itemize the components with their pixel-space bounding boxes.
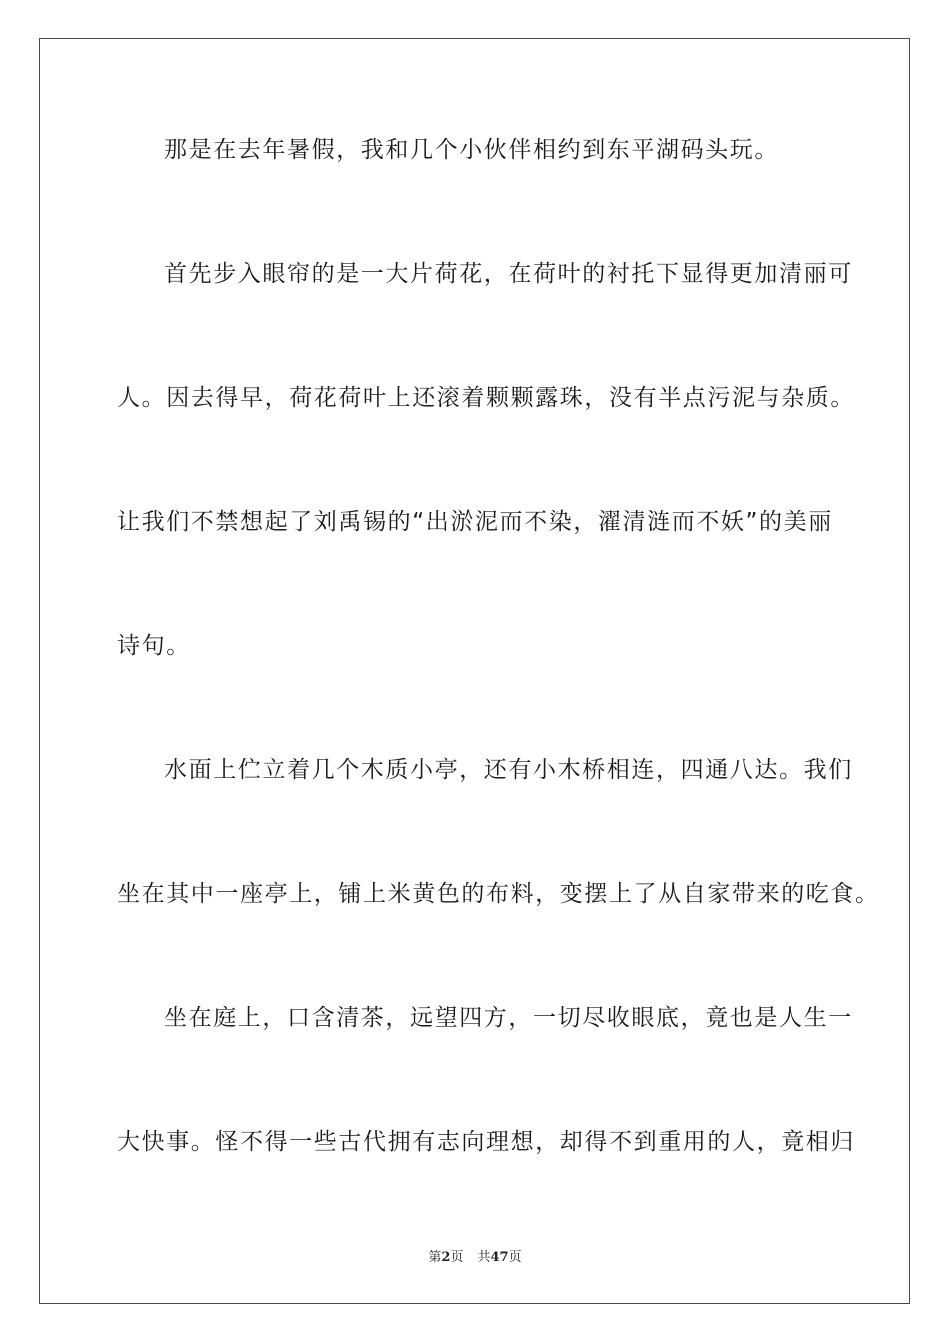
total-pages: 47 [490,1250,509,1265]
paragraph-2-line-2: 人。因去得早，荷花荷叶上还滚着颗颗露珠，没有半点污泥与杂质。 [117,385,855,411]
total-prefix: 共 [477,1250,491,1265]
paragraph-3-line-1: 水面上伫立着几个木质小亭，还有小木桥相连，四通八达。我们 [164,757,853,783]
paragraph-4-line-2: 大快事。怪不得一些古代拥有志向理想，却得不到重用的人，竟相归 [117,1129,855,1155]
total-suffix: 页 [508,1250,522,1265]
page-number: 2 [441,1250,451,1265]
paragraph-2-line-1: 首先步入眼帘的是一大片荷花，在荷叶的衬托下显得更加清丽可 [164,261,853,287]
paragraph-2-line-3: 让我们不禁想起了刘禹锡的“出淤泥而不染，濯清涟而不妖”的美丽 [117,509,833,535]
paragraph-2-line-4: 诗句。 [117,633,191,659]
page-prefix: 第 [428,1250,442,1265]
paragraph-4-line-1: 坐在庭上，口含清茶，远望四方，一切尽收眼底，竟也是人生一 [164,1005,853,1031]
page-border [39,38,910,1304]
paragraph-1-line-1: 那是在去年暑假，我和几个小伙伴相约到东平湖码头玩。 [164,137,779,163]
paragraph-3-line-2: 坐在其中一座亭上，铺上米黄色的布料，变摆上了从自家带来的吃食。 [117,881,880,907]
page-suffix: 页 [450,1250,464,1265]
page-footer [0,1246,950,1265]
